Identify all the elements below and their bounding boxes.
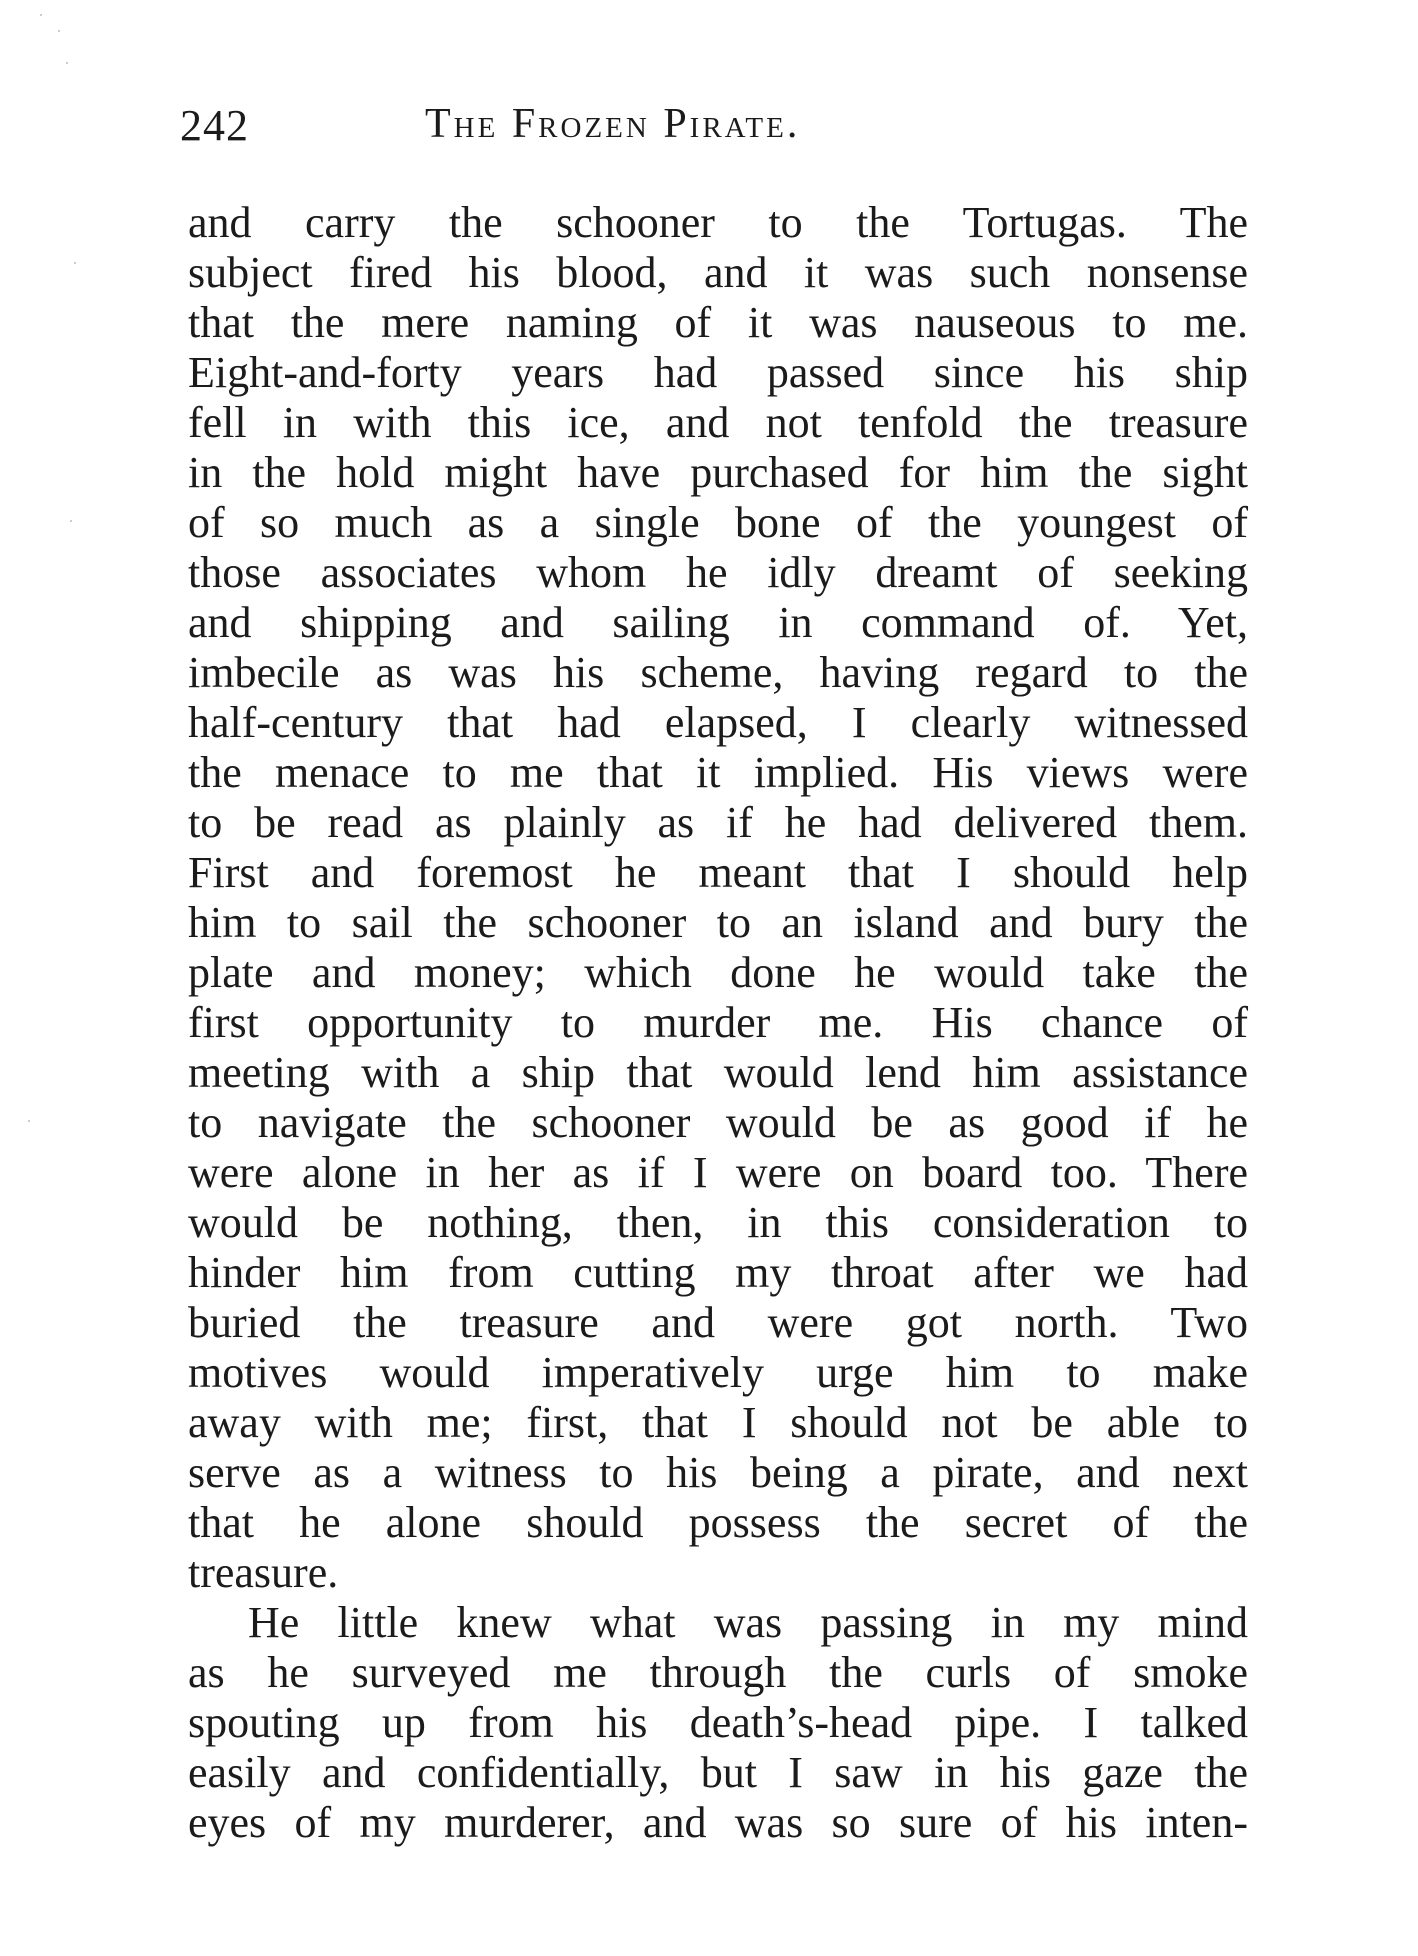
running-title: The Frozen Pirate. xyxy=(425,101,801,147)
scan-speck xyxy=(40,14,42,16)
paragraph-1 xyxy=(188,198,1248,1598)
text-line: half-century that had elapsed, I clearly witnessed xyxy=(188,698,1248,747)
text-line: subject fired his blood, and it was such nonsense xyxy=(188,248,1248,297)
text-line: would be nothing, then, in this consideration to xyxy=(188,1198,1248,1247)
page-header xyxy=(180,100,1240,160)
scan-speck xyxy=(70,520,72,522)
text-line: easily and confidentially, but I saw in his gaze the xyxy=(188,1748,1248,1797)
body-text xyxy=(188,198,1248,1848)
text-line: First and foremost he meant that I should help xyxy=(188,848,1248,897)
text-line: to be read as plainly as if he had delivered them. xyxy=(188,798,1248,847)
text-line: and carry the schooner to the Tortugas. The xyxy=(188,198,1248,247)
text-line: that he alone should possess the secret of the xyxy=(188,1498,1248,1547)
text-line: fell in with this ice, and not tenfold the treasure xyxy=(188,398,1248,447)
text-line: that the mere naming of it was nauseous to me. xyxy=(188,298,1248,347)
text-line: meeting with a ship that would lend him assistance xyxy=(188,1048,1248,1097)
text-line: buried the treasure and were got north. Two xyxy=(188,1298,1248,1347)
scan-speck xyxy=(28,1120,30,1122)
text-line: spouting up from his death’s-head pipe. I talked xyxy=(188,1698,1248,1747)
paragraph-2 xyxy=(188,1598,1248,1848)
text-line: first opportunity to murder me. His chance of xyxy=(188,998,1248,1047)
text-line: imbecile as was his scheme, having regard to the xyxy=(188,648,1248,697)
text-line: eyes of my murderer, and was so sure of his inten- xyxy=(188,1798,1248,1847)
text-line: to navigate the schooner would be as good if he xyxy=(188,1098,1248,1147)
text-line: in the hold might have purchased for him the sight xyxy=(188,448,1248,497)
text-line: were alone in her as if I were on board too. There xyxy=(188,1148,1248,1197)
text-line: as he surveyed me through the curls of smoke xyxy=(188,1648,1248,1697)
text-line: and shipping and sailing in command of. Yet, xyxy=(188,598,1248,647)
text-line: Eight-and-forty years had passed since his ship xyxy=(188,348,1248,397)
scan-speck xyxy=(58,30,60,32)
text-line: those associates whom he idly dreamt of seeking xyxy=(188,548,1248,597)
text-line: He little knew what was passing in my mind xyxy=(248,1598,1248,1647)
text-line: of so much as a single bone of the youngest of xyxy=(188,498,1248,547)
page-number: 242 xyxy=(180,101,249,150)
text-line: away with me; first, that I should not be able to xyxy=(188,1398,1248,1447)
text-line: treasure. xyxy=(188,1548,339,1597)
text-line: motives would imperatively urge him to make xyxy=(188,1348,1248,1397)
scan-speck xyxy=(74,262,76,264)
text-line: him to sail the schooner to an island and bury the xyxy=(188,898,1248,947)
text-line: the menace to me that it implied. His views were xyxy=(188,748,1248,797)
text-line: hinder him from cutting my throat after we had xyxy=(188,1248,1248,1297)
text-line: plate and money; which done he would take the xyxy=(188,948,1248,997)
text-line: serve as a witness to his being a pirate, and next xyxy=(188,1448,1248,1497)
scan-speck xyxy=(66,62,68,64)
